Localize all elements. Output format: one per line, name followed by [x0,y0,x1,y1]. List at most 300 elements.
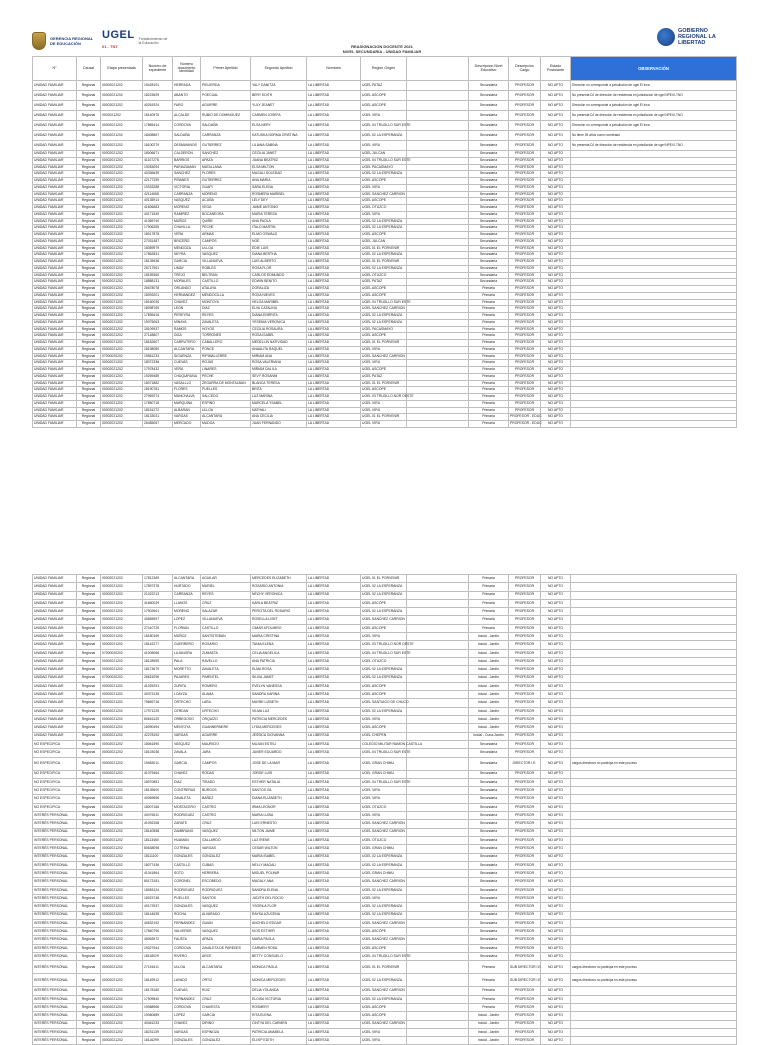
table-row [33,360,737,367]
cell-segundo-apellido: GUTIERREZ [201,178,251,185]
cell-cargo: PROFESOR [509,803,541,811]
cell-nivel: Secundaria [469,936,509,944]
cell-segundo-apellido: MORENO [201,191,251,198]
cell-primer-apellido: VERA [173,232,201,239]
cell-etapa: Regional [77,306,101,313]
cell-causal: UNIDAD FAMILIAR [33,265,77,272]
cell-etapa: Regional [77,387,101,394]
cell-spacer [407,944,469,952]
cell-nivel: Primaria [469,313,509,320]
cell-causal: INTERÉS PERSONAL [33,1020,77,1028]
cell-etapa: Regional [77,870,101,878]
cell-documento: 18198080 [143,346,173,353]
cell-region-origen: UGEL SANCHEZ CARRION [361,828,407,836]
cell-expediente: 00002021202 [101,861,143,869]
cell-estado: NO APTO [541,360,571,367]
cell-segundo-apellido: MURIEL [201,583,251,591]
cell-estado: NO APTO [541,716,571,724]
cell-nivel: Secundaria [469,218,509,225]
cell-causal: UNIDAD FAMILIAR [33,211,77,218]
cell-spacer [407,583,469,591]
cell-estado: NO APTO [541,995,571,1003]
cell-estado: NO APTO [541,928,571,936]
cell-primer-apellido: ALCALDE [173,111,201,121]
cell-nombres: ANAALITA RAQUEL [251,346,307,353]
cell-nivel: Inicial - Jardín [469,691,509,699]
cell-estado: NO APTO [541,787,571,795]
cell-etapa: Regional [77,178,101,185]
cell-observacion [571,674,737,682]
table-row [33,853,737,861]
cell-estado: NO APTO [541,346,571,353]
cell-expediente: 00002021202 [101,340,143,347]
cell-segundo-apellido: HOYOS [201,326,251,333]
cell-nombres: CARMEN ROSA [251,944,307,952]
cell-etapa: Regional [77,279,101,286]
cell-region-origen: UGEL 02 LA ESPERANZA [361,707,407,715]
cell-expediente: 00002021202 [101,407,143,414]
cell-cargo: PROFESOR [509,259,541,266]
cell-estado: NO APTO [541,164,571,171]
cell-observacion [571,1003,737,1011]
cell-causal: UNIDAD FAMILIAR [33,387,77,394]
table-row [33,740,737,748]
cell-nombres: DIANA BERTHA [251,252,307,259]
cell-documento: 18090494 [143,724,173,732]
cell-observacion [571,421,737,428]
cell-nombres: CECILIA ROSAURA [251,326,307,333]
cell-segundo-apellido: ZAVALETA [201,319,251,326]
cell-expediente: 00002021202 [101,265,143,272]
col-header-n: N° [33,57,77,81]
cell-region: LA LIBERTAD [307,121,361,131]
cell-spacer [407,164,469,171]
cell-region-origen: UGEL SANCHEZ CARRION [361,353,407,360]
cell-observacion [571,803,737,811]
cell-estado: NO APTO [541,407,571,414]
cell-nivel: Primaria [469,394,509,401]
cell-region: LA LIBERTAD [307,845,361,853]
cell-region: LA LIBERTAD [307,157,361,164]
cell-cargo: PROFESOR [509,394,541,401]
cell-segundo-apellido: REYES [201,591,251,599]
col-header-nombres: Nombres [307,57,361,81]
cell-segundo-apellido: SANCHEZ [201,151,251,158]
cell-segundo-apellido: AGUIRRE [201,732,251,740]
cell-causal: INTERÉS PERSONAL [33,987,77,995]
cell-nivel: Inicial - Jardín [469,666,509,674]
cell-expediente: 00002021202 [101,400,143,407]
cell-estado: NO APTO [541,191,571,198]
cell-region-origen: UGEL GRAN CHIMU [361,770,407,778]
cell-estado: NO APTO [541,157,571,164]
cell-causal: UNIDAD FAMILIAR [33,292,77,299]
cell-segundo-apellido: PONCE [201,346,251,353]
cell-documento: 18133031 [143,414,173,421]
cell-expediente: 00002021202 [101,624,143,632]
table-row [33,191,737,198]
cell-etapa: Regional [77,928,101,936]
cell-primer-apellido: CASTILLO [173,861,201,869]
cell-nombres: EVELYN VANESSA [251,682,307,690]
cell-estado: NO APTO [541,987,571,995]
cell-region: LA LIBERTAD [307,131,361,141]
cell-region-origen: UGEL 01 EL PORVENIR [361,380,407,387]
cell-region: LA LIBERTAD [307,91,361,101]
cell-nivel: Primaria [469,380,509,387]
cell-nivel: Secundaria [469,211,509,218]
cell-nivel: Secundaria [469,803,509,811]
cell-spacer [407,232,469,239]
cell-spacer [407,749,469,757]
cell-observacion [571,414,737,421]
cell-region-origen: UGEL OTUZCO [361,272,407,279]
cell-nivel: Inicial - Jardín [469,716,509,724]
cell-nivel: Secundaria [469,778,509,786]
cell-documento: 18140558 [143,828,173,836]
cell-observacion [571,878,737,886]
table-row [33,151,737,158]
cell-spacer [407,674,469,682]
cell-spacer [407,313,469,320]
cell-expediente: 07000020202 [101,353,143,360]
cell-nivel: Inicial - Jardín [469,657,509,665]
cell-nombres: NECHY VERONICA [251,591,307,599]
cell-region-origen: UGEL SANCHEZ CARRION [361,191,407,198]
cell-documento: 80616120 [143,716,173,724]
cell-region: LA LIBERTAD [307,624,361,632]
cell-observacion [571,836,737,844]
cell-causal: UNIDAD FAMILIAR [33,608,77,616]
cell-segundo-apellido: MUDGA [201,421,251,428]
cell-nombres: MARIA PAOLA [251,936,307,944]
cell-primer-apellido: LOAYZA [173,691,201,699]
cell-spacer [407,211,469,218]
cell-observacion: cargos directivos no participa en este proceso [571,974,737,987]
cell-cargo: PROFESOR [509,724,541,732]
cell-estado: NO APTO [541,367,571,374]
cell-nivel: Primaria [469,299,509,306]
cell-cargo: PROFESOR [509,707,541,715]
cell-estado: NO APTO [541,903,571,911]
cell-estado: NO APTO [541,583,571,591]
cell-expediente: 00002021202 [101,757,143,770]
cell-causal: UNIDAD FAMILIAR [33,238,77,245]
cell-cargo: PROFESOR [509,1003,541,1011]
cell-cargo: PROFESOR [509,649,541,657]
cell-nombres: PERCITA DEL ROSARIO [251,608,307,616]
cell-causal: UNIDAD FAMILIAR [33,380,77,387]
cell-spacer [407,299,469,306]
cell-etapa: Regional [77,245,101,252]
cell-region: LA LIBERTAD [307,944,361,952]
cell-causal: INTERÉS PERSONAL [33,812,77,820]
cell-documento: 18149912 [143,974,173,987]
cell-nivel: Secundaria [469,795,509,803]
cell-estado: NO APTO [541,272,571,279]
cell-observacion [571,286,737,293]
cell-expediente: 00002021202 [101,141,143,151]
cell-primer-apellido: GONZALES [173,1037,201,1045]
peru-seal-icon [32,32,46,50]
cell-observacion [571,649,737,657]
cell-region: LA LIBERTAD [307,380,361,387]
cell-cargo: PROFESOR [509,299,541,306]
cell-nombres: MONICA PAOLA [251,961,307,974]
cell-cargo: PROFESOR [509,272,541,279]
cell-expediente: 00002021202 [101,151,143,158]
cell-documento: 19027944 [143,944,173,952]
cell-primer-apellido: PIÑANES [173,178,201,185]
cell-region-origen: UGEL VIRU [361,111,407,121]
cell-nombres: JESSICA GIOVANNA [251,732,307,740]
cell-segundo-apellido: GUTIERREZ [201,141,251,151]
table-body-page-2 [33,575,737,1045]
cell-cargo: SUB DIRECTOR I.E. [509,974,541,987]
cell-spacer [407,732,469,740]
cell-primer-apellido: ORBEGOSO [173,716,201,724]
cell-spacer [407,778,469,786]
table-row [33,624,737,632]
cell-spacer [407,252,469,259]
cell-cargo: PROFESOR [509,666,541,674]
cell-spacer [407,319,469,326]
cell-expediente: 00002021202 [101,360,143,367]
cell-nivel: Secundaria [469,171,509,178]
cell-segundo-apellido: PIELIERDA [201,81,251,91]
cell-documento: 40336639 [143,171,173,178]
cell-observacion [571,616,737,624]
cell-documento: 27148807 [143,333,173,340]
cell-etapa: Regional [77,894,101,902]
col-header-nivel: Descripcion Nivel Educativo [469,57,509,81]
cell-estado: NO APTO [541,259,571,266]
cell-observacion [571,326,737,333]
cell-segundo-apellido: MATALLANA [201,164,251,171]
cell-etapa: Regional [77,218,101,225]
table-row [33,903,737,911]
cell-region-origen: UGEL 01 EL PORVENIR [361,245,407,252]
cell-primer-apellido: CORDOVA [173,1003,201,1011]
cell-documento: 42177259 [143,178,173,185]
cell-cargo: PROFESOR [509,953,541,961]
cell-segundo-apellido: APAZA [201,936,251,944]
cell-spacer [407,414,469,421]
cell-region-origen: UGEL 04 TRUJILLO SUR ESTE [361,121,407,131]
institution-logos [32,30,169,52]
cell-spacer [407,845,469,853]
cell-primer-apellido: CARRANZA [173,191,201,198]
table-row [33,716,737,724]
cell-nivel: Primaria [469,340,509,347]
cell-nivel: Secundaria [469,836,509,844]
cell-documento: 18109937 [143,326,173,333]
cell-region-origen: UGEL 02 LA ESPERANZA [361,583,407,591]
cell-spacer [407,1037,469,1045]
table-row [33,319,737,326]
cell-expediente: 00002021202 [101,232,143,239]
cell-segundo-apellido: RUIZ [201,987,251,995]
cell-observacion [571,198,737,205]
table-row [33,911,737,919]
cell-nivel: Secundaria [469,91,509,101]
cell-expediente: 00002021202 [101,306,143,313]
cell-region: LA LIBERTAD [307,608,361,616]
cell-region-origen: UGEL ASCOPE [361,232,407,239]
cell-spacer [407,911,469,919]
cell-nivel: Secundaria [469,184,509,191]
cell-causal: UNIDAD FAMILIAR [33,394,77,401]
cell-expediente: 00002021202 [101,953,143,961]
table-row [33,367,737,374]
cell-expediente: 00002021202 [101,205,143,212]
cell-region-origen: UGEL ASCOPE [361,198,407,205]
cell-documento: 42114658 [143,191,173,198]
cell-estado: NO APTO [541,171,571,178]
table-row [33,953,737,961]
cell-expediente: 00002021202 [101,716,143,724]
ugel-caption: Fortalecimiento de la Educación [138,37,168,45]
cell-segundo-apellido: ARCE [201,953,251,961]
cell-nombres: ANA PATRICIA [251,657,307,665]
cell-nivel: Primaria [469,961,509,974]
cell-nivel: Secundaria [469,191,509,198]
cell-segundo-apellido: APAZA [201,157,251,164]
cell-primer-apellido: MARQUINA [173,400,201,407]
cell-nombres: KIOS ESTHER [251,928,307,936]
cell-spacer [407,340,469,347]
table-row [33,861,737,869]
table-row [33,795,737,803]
table-row [33,380,737,387]
cell-spacer [407,616,469,624]
cell-segundo-apellido: ULLOA [201,407,251,414]
cell-region: LA LIBERTAD [307,861,361,869]
cell-observacion [571,812,737,820]
cell-documento: 40665597 [143,616,173,624]
cell-region-origen: UGEL 04 TRUJILLO SUR ESTE [361,649,407,657]
cell-segundo-apellido: CRUZ [201,995,251,1003]
cell-nombres: MAGALY ANA [251,878,307,886]
cell-segundo-apellido: VASQUEZ [201,252,251,259]
cell-etapa: Regional [77,101,101,111]
cell-primer-apellido: CERDAN [173,707,201,715]
cell-cargo: PROFESOR [509,380,541,387]
cell-documento: 41092268 [143,820,173,828]
cell-region: LA LIBERTAD [307,198,361,205]
cell-nivel: Secundaria [469,157,509,164]
cell-nombres: BRITA [251,387,307,394]
cell-expediente: 00002021202 [101,238,143,245]
cell-primer-apellido: ZAVALETA [173,795,201,803]
cell-causal: INTERÉS PERSONAL [33,953,77,961]
cell-spacer [407,919,469,927]
cell-documento: 18072336 [143,360,173,367]
cell-expediente: 00002021202 [101,961,143,974]
cell-causal: NO ESPECIFICA [33,778,77,786]
cell-expediente: 00002021202 [101,414,143,421]
cell-region-origen: UGEL ASCOPE [361,1012,407,1020]
cell-etapa: Regional [77,1003,101,1011]
cell-nivel: Primaria [469,346,509,353]
cell-documento: 19060689 [143,1012,173,1020]
cell-spacer [407,657,469,665]
cell-causal: INTERÉS PERSONAL [33,886,77,894]
table-row [33,198,737,205]
cell-observacion [571,157,737,164]
cell-segundo-apellido: SANTISTEBAN [201,633,251,641]
cell-nombres: MAYBE LIZBETH [251,699,307,707]
cell-segundo-apellido: CAMPOS [201,757,251,770]
cell-segundo-apellido: BURGOS [201,787,251,795]
table-row [33,286,737,293]
table-row [33,787,737,795]
cell-nombres: MARIA CRISTINA [251,633,307,641]
table-row [33,919,737,927]
cell-documento: 18139600 [143,787,173,795]
cell-region: LA LIBERTAD [307,599,361,607]
cell-etapa: Regional [77,286,101,293]
cell-expediente: 00002021202 [101,886,143,894]
cell-etapa: Regional [77,919,101,927]
cell-etapa: Regional [77,757,101,770]
table-row [33,252,737,259]
cell-primer-apellido: RODRIGUEZ [173,886,201,894]
cell-causal: NO ESPECIFICA [33,787,77,795]
cell-observacion [571,272,737,279]
cell-region: LA LIBERTAD [307,272,361,279]
cell-primer-apellido: ZAVALA [173,749,201,757]
cell-etapa: Regional [77,861,101,869]
cell-documento: 18135638 [143,259,173,266]
cell-documento: 18140575 [143,111,173,121]
cell-documento: 18408867 [143,131,173,141]
cell-region: LA LIBERTAD [307,641,361,649]
table-row [33,414,737,421]
cell-primer-apellido: VASQUEZ [173,740,201,748]
cell-observacion [571,367,737,374]
cell-cargo: PROFESOR [509,1020,541,1028]
cell-etapa: Regional [77,91,101,101]
cell-region-origen: UGEL VIRU [361,812,407,820]
cell-estado: NO APTO [541,861,571,869]
cell-documento: 27031487 [143,238,173,245]
cell-causal: UNIDAD FAMILIAR [33,421,77,428]
cell-segundo-apellido: ROBLES [201,265,251,272]
cell-spacer [407,803,469,811]
cell-nivel: Secundaria [469,770,509,778]
cell-causal: UNIDAD FAMILIAR [33,319,77,326]
cell-causal: INTERÉS PERSONAL [33,836,77,844]
cell-primer-apellido: RAMIREZ [173,211,201,218]
cell-estado: NO APTO [541,624,571,632]
cell-expediente: 00002021202 [101,682,143,690]
cell-cargo: PROFESOR [509,894,541,902]
cell-etapa: Regional [77,319,101,326]
cell-primer-apellido: ORTECHO [173,699,201,707]
cell-expediente: 00002021202 [101,583,143,591]
cell-region-origen: UGEL ASCOPE [361,178,407,185]
cell-spacer [407,353,469,360]
cell-cargo: PROFESOR [509,387,541,394]
cell-region-origen: UGEL PATAZ [361,373,407,380]
table-row [33,111,737,121]
cell-causal: UNIDAD FAMILIAR [33,259,77,266]
cell-etapa: Regional [77,141,101,151]
cell-segundo-apellido: PECHE [201,373,251,380]
cell-estado: NO APTO [541,265,571,272]
cell-region: LA LIBERTAD [307,1020,361,1028]
